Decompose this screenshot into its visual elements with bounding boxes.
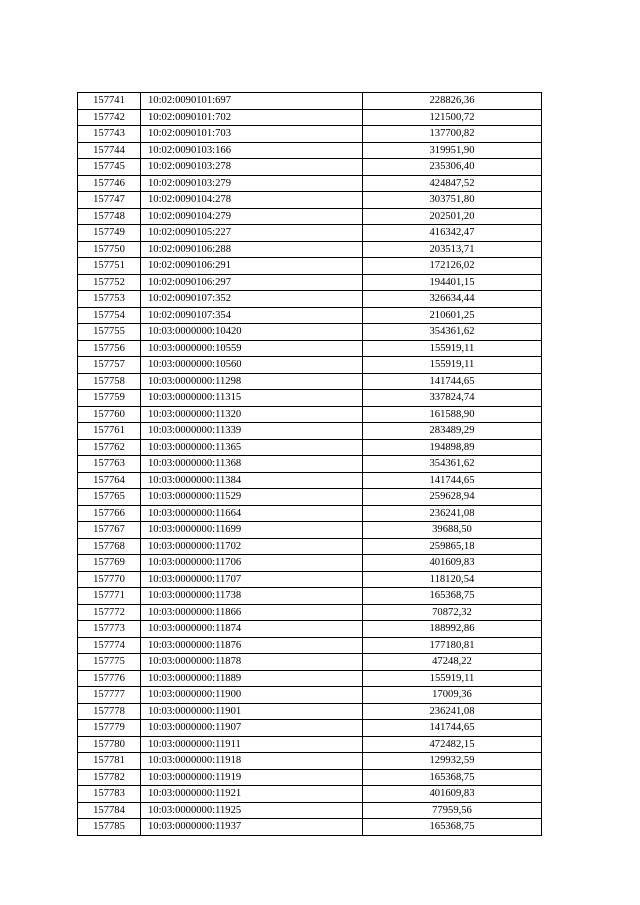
amount-cell: 118120,54 [363, 571, 542, 588]
cadastral-number-cell: 10:03:0000000:11901 [141, 703, 363, 720]
cadastral-number-cell: 10:03:0000000:11921 [141, 786, 363, 803]
amount-cell: 236241,08 [363, 505, 542, 522]
table-row [78, 555, 542, 572]
table-row [78, 324, 542, 341]
row-number-cell: 157783 [78, 786, 141, 803]
table-row [78, 472, 542, 489]
cadastral-number-cell: 10:03:0000000:10420 [141, 324, 363, 341]
cadastral-number-cell: 10:03:0000000:11889 [141, 670, 363, 687]
amount-cell: 161588,90 [363, 406, 542, 423]
table-row [78, 192, 542, 209]
table-row [78, 406, 542, 423]
data-table [77, 92, 542, 836]
row-number-cell: 157744 [78, 142, 141, 159]
table-row [78, 621, 542, 638]
table-row [78, 505, 542, 522]
table-row [78, 819, 542, 836]
row-number-cell: 157753 [78, 291, 141, 308]
table-row [78, 241, 542, 258]
amount-cell: 129932,59 [363, 753, 542, 770]
row-number-cell: 157777 [78, 687, 141, 704]
cadastral-number-cell: 10:03:0000000:11706 [141, 555, 363, 572]
cadastral-number-cell: 10:02:0090106:288 [141, 241, 363, 258]
row-number-cell: 157760 [78, 406, 141, 423]
table-row [78, 769, 542, 786]
amount-cell: 194898,89 [363, 439, 542, 456]
amount-cell: 236241,08 [363, 703, 542, 720]
cadastral-number-cell: 10:03:0000000:11911 [141, 736, 363, 753]
cadastral-number-cell: 10:03:0000000:10559 [141, 340, 363, 357]
row-number-cell: 157781 [78, 753, 141, 770]
cadastral-number-cell: 10:03:0000000:11664 [141, 505, 363, 522]
table-row [78, 142, 542, 159]
row-number-cell: 157765 [78, 489, 141, 506]
amount-cell: 416342,47 [363, 225, 542, 242]
row-number-cell: 157785 [78, 819, 141, 836]
table-row [78, 522, 542, 539]
table-row [78, 489, 542, 506]
cadastral-number-cell: 10:03:0000000:11876 [141, 637, 363, 654]
amount-cell: 259865,18 [363, 538, 542, 555]
cadastral-number-cell: 10:02:0090101:697 [141, 93, 363, 110]
table-row [78, 175, 542, 192]
row-number-cell: 157750 [78, 241, 141, 258]
cadastral-number-cell: 10:03:0000000:11384 [141, 472, 363, 489]
table-row [78, 274, 542, 291]
table-row [78, 258, 542, 275]
cadastral-number-cell: 10:03:0000000:11315 [141, 390, 363, 407]
table-row [78, 307, 542, 324]
table-row [78, 340, 542, 357]
amount-cell: 283489,29 [363, 423, 542, 440]
amount-cell: 202501,20 [363, 208, 542, 225]
table-row [78, 225, 542, 242]
amount-cell: 172126,02 [363, 258, 542, 275]
cadastral-number-cell: 10:03:0000000:11365 [141, 439, 363, 456]
amount-cell: 228826,36 [363, 93, 542, 110]
row-number-cell: 157754 [78, 307, 141, 324]
amount-cell: 77959,56 [363, 802, 542, 819]
cadastral-number-cell: 10:02:0090101:703 [141, 126, 363, 143]
cadastral-number-cell: 10:03:0000000:11699 [141, 522, 363, 539]
row-number-cell: 157742 [78, 109, 141, 126]
cadastral-number-cell: 10:02:0090104:278 [141, 192, 363, 209]
amount-cell: 141744,65 [363, 720, 542, 737]
row-number-cell: 157774 [78, 637, 141, 654]
cadastral-number-cell: 10:03:0000000:11878 [141, 654, 363, 671]
row-number-cell: 157755 [78, 324, 141, 341]
row-number-cell: 157782 [78, 769, 141, 786]
row-number-cell: 157759 [78, 390, 141, 407]
cadastral-number-cell: 10:03:0000000:11900 [141, 687, 363, 704]
table-body [78, 93, 542, 836]
amount-cell: 354361,62 [363, 324, 542, 341]
row-number-cell: 157771 [78, 588, 141, 605]
row-number-cell: 157749 [78, 225, 141, 242]
amount-cell: 210601,25 [363, 307, 542, 324]
row-number-cell: 157764 [78, 472, 141, 489]
row-number-cell: 157780 [78, 736, 141, 753]
amount-cell: 188992,86 [363, 621, 542, 638]
amount-cell: 70872,32 [363, 604, 542, 621]
amount-cell: 203513,71 [363, 241, 542, 258]
table-row [78, 373, 542, 390]
cadastral-number-cell: 10:03:0000000:11707 [141, 571, 363, 588]
table-row [78, 720, 542, 737]
cadastral-number-cell: 10:02:0090106:297 [141, 274, 363, 291]
amount-cell: 165368,75 [363, 588, 542, 605]
cadastral-number-cell: 10:03:0000000:11529 [141, 489, 363, 506]
table-row [78, 670, 542, 687]
amount-cell: 141744,65 [363, 472, 542, 489]
table-row [78, 93, 542, 110]
amount-cell: 303751,80 [363, 192, 542, 209]
row-number-cell: 157745 [78, 159, 141, 176]
amount-cell: 165368,75 [363, 819, 542, 836]
table-row [78, 654, 542, 671]
table-row [78, 736, 542, 753]
row-number-cell: 157747 [78, 192, 141, 209]
amount-cell: 259628,94 [363, 489, 542, 506]
cadastral-number-cell: 10:02:0090107:352 [141, 291, 363, 308]
amount-cell: 337824,74 [363, 390, 542, 407]
table-row [78, 208, 542, 225]
cadastral-number-cell: 10:02:0090104:279 [141, 208, 363, 225]
row-number-cell: 157772 [78, 604, 141, 621]
cadastral-number-cell: 10:03:0000000:11907 [141, 720, 363, 737]
amount-cell: 319951,90 [363, 142, 542, 159]
cadastral-number-cell: 10:02:0090107:354 [141, 307, 363, 324]
amount-cell: 121500,72 [363, 109, 542, 126]
row-number-cell: 157775 [78, 654, 141, 671]
table-row [78, 456, 542, 473]
row-number-cell: 157767 [78, 522, 141, 539]
row-number-cell: 157776 [78, 670, 141, 687]
amount-cell: 326634,44 [363, 291, 542, 308]
cadastral-number-cell: 10:03:0000000:11320 [141, 406, 363, 423]
table-row [78, 604, 542, 621]
amount-cell: 155919,11 [363, 670, 542, 687]
table-row [78, 753, 542, 770]
table-row [78, 802, 542, 819]
cadastral-number-cell: 10:02:0090101:702 [141, 109, 363, 126]
cadastral-number-cell: 10:02:0090103:279 [141, 175, 363, 192]
amount-cell: 17009,36 [363, 687, 542, 704]
cadastral-number-cell: 10:03:0000000:11298 [141, 373, 363, 390]
row-number-cell: 157778 [78, 703, 141, 720]
amount-cell: 401609,83 [363, 786, 542, 803]
amount-cell: 194401,15 [363, 274, 542, 291]
table-row [78, 786, 542, 803]
cadastral-number-cell: 10:03:0000000:11866 [141, 604, 363, 621]
cadastral-number-cell: 10:03:0000000:11368 [141, 456, 363, 473]
cadastral-number-cell: 10:02:0090103:278 [141, 159, 363, 176]
row-number-cell: 157741 [78, 93, 141, 110]
cadastral-number-cell: 10:03:0000000:11925 [141, 802, 363, 819]
table-row [78, 588, 542, 605]
table-row [78, 637, 542, 654]
row-number-cell: 157746 [78, 175, 141, 192]
cadastral-number-cell: 10:03:0000000:11918 [141, 753, 363, 770]
cadastral-number-cell: 10:03:0000000:11339 [141, 423, 363, 440]
row-number-cell: 157784 [78, 802, 141, 819]
table-row [78, 126, 542, 143]
row-number-cell: 157761 [78, 423, 141, 440]
row-number-cell: 157763 [78, 456, 141, 473]
cadastral-number-cell: 10:03:0000000:11919 [141, 769, 363, 786]
row-number-cell: 157751 [78, 258, 141, 275]
row-number-cell: 157756 [78, 340, 141, 357]
row-number-cell: 157779 [78, 720, 141, 737]
row-number-cell: 157770 [78, 571, 141, 588]
table-row [78, 687, 542, 704]
row-number-cell: 157752 [78, 274, 141, 291]
table-row [78, 439, 542, 456]
table-row [78, 291, 542, 308]
cadastral-number-cell: 10:03:0000000:11702 [141, 538, 363, 555]
row-number-cell: 157766 [78, 505, 141, 522]
amount-cell: 155919,11 [363, 340, 542, 357]
row-number-cell: 157748 [78, 208, 141, 225]
row-number-cell: 157773 [78, 621, 141, 638]
amount-cell: 472482,15 [363, 736, 542, 753]
amount-cell: 39688,50 [363, 522, 542, 539]
table-row [78, 357, 542, 374]
cadastral-number-cell: 10:02:0090103:166 [141, 142, 363, 159]
table-row [78, 109, 542, 126]
amount-cell: 235306,40 [363, 159, 542, 176]
amount-cell: 141744,65 [363, 373, 542, 390]
table-row [78, 390, 542, 407]
amount-cell: 155919,11 [363, 357, 542, 374]
amount-cell: 137700,82 [363, 126, 542, 143]
amount-cell: 424847,52 [363, 175, 542, 192]
amount-cell: 354361,62 [363, 456, 542, 473]
amount-cell: 47248,22 [363, 654, 542, 671]
row-number-cell: 157762 [78, 439, 141, 456]
cadastral-number-cell: 10:02:0090106:291 [141, 258, 363, 275]
cadastral-number-cell: 10:03:0000000:11738 [141, 588, 363, 605]
table-row [78, 538, 542, 555]
cadastral-number-cell: 10:02:0090105:227 [141, 225, 363, 242]
table-row [78, 159, 542, 176]
row-number-cell: 157757 [78, 357, 141, 374]
table-row [78, 423, 542, 440]
amount-cell: 401609,83 [363, 555, 542, 572]
row-number-cell: 157743 [78, 126, 141, 143]
cadastral-number-cell: 10:03:0000000:11874 [141, 621, 363, 638]
amount-cell: 165368,75 [363, 769, 542, 786]
table-row [78, 703, 542, 720]
cadastral-number-cell: 10:03:0000000:10560 [141, 357, 363, 374]
cadastral-number-cell: 10:03:0000000:11937 [141, 819, 363, 836]
row-number-cell: 157758 [78, 373, 141, 390]
row-number-cell: 157768 [78, 538, 141, 555]
amount-cell: 177180,81 [363, 637, 542, 654]
row-number-cell: 157769 [78, 555, 141, 572]
table-row [78, 571, 542, 588]
